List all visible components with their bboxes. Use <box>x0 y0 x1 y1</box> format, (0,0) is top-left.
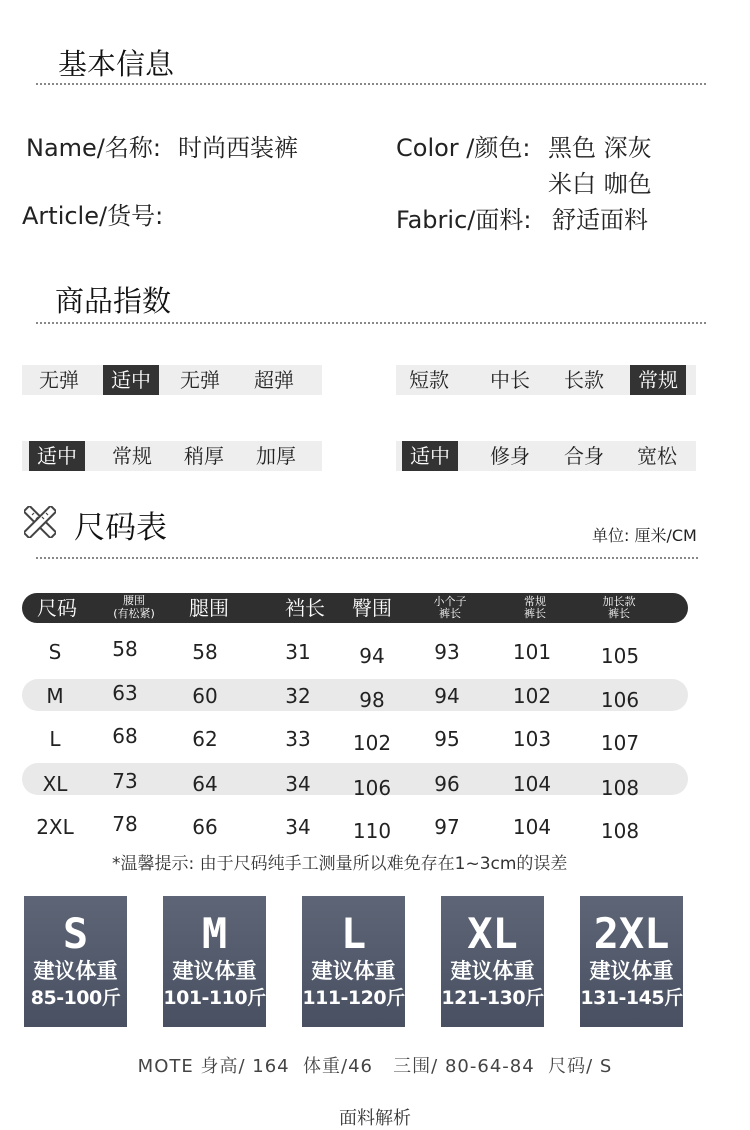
header-size: 尺码 <box>37 596 77 620</box>
header-long-line1: 加长款 <box>602 595 636 608</box>
cell-long-length: 105 <box>600 644 640 668</box>
cell-petite-length: 94 <box>434 684 460 708</box>
weight-card-range: 111-120斤 <box>302 987 405 1009</box>
weight-card-range: 121-130斤 <box>441 987 544 1009</box>
cell-hip: 106 <box>352 776 392 800</box>
weight-card-size: XL <box>467 909 518 958</box>
model-info: MOTE 身高/ 164 体重/46 三围/ 80-64-84 尺码/ S <box>137 1056 613 1077</box>
index-option: 修身 <box>490 444 530 468</box>
cell-leg: 66 <box>192 815 218 839</box>
index-option: 超弹 <box>254 368 294 392</box>
cell-size: XL <box>42 772 68 796</box>
header-petite-line2: 裤长 <box>439 607 461 620</box>
fabric-value: 舒适面料 <box>552 206 648 234</box>
cell-rise: 34 <box>285 815 311 839</box>
color-label: Color /颜色: <box>396 134 531 162</box>
index-option-selected: 适中 <box>402 441 458 471</box>
cell-size: S <box>48 640 62 664</box>
header-long-line2: 裤长 <box>608 607 630 620</box>
cell-petite-length: 97 <box>434 815 460 839</box>
cell-leg: 64 <box>192 772 218 796</box>
color-value-line1: 黑色 深灰 <box>548 134 652 162</box>
weight-card-label: 建议体重 <box>311 959 396 983</box>
size-chart-note: *温馨提示: 由于尺码纯手工测量所以难免存在1~3cm的误差 <box>112 854 568 874</box>
cell-regular-length: 101 <box>512 640 552 664</box>
weight-card-size: S <box>62 909 89 958</box>
size-chart-divider <box>36 557 698 559</box>
weight-card-m <box>163 896 266 1027</box>
cell-regular-length: 104 <box>512 815 552 839</box>
cell-long-length: 106 <box>600 688 640 712</box>
index-option: 稍厚 <box>184 444 224 468</box>
index-option: 无弹 <box>39 368 79 392</box>
size-chart-title: 尺码表 <box>74 510 167 546</box>
cell-rise: 34 <box>285 772 311 796</box>
cell-hip: 110 <box>352 819 392 843</box>
color-value-line2: 米白 咖色 <box>548 170 652 198</box>
weight-card-xl <box>441 896 544 1027</box>
cell-regular-length: 103 <box>512 727 552 751</box>
header-hip: 臀围 <box>352 596 392 620</box>
cell-waist: 63 <box>112 681 138 705</box>
weight-card-range: 131-145斤 <box>580 987 683 1009</box>
cell-hip: 94 <box>359 644 385 668</box>
header-waist-line1: 腰围 <box>123 594 145 607</box>
cell-size: M <box>46 684 64 708</box>
header-waist-line2: (有松紧) <box>113 607 155 620</box>
cell-long-length: 108 <box>600 776 640 800</box>
cell-waist: 73 <box>112 769 138 793</box>
index-option: 加厚 <box>256 444 296 468</box>
weight-card-size: M <box>201 909 228 958</box>
cell-waist: 68 <box>112 724 138 748</box>
header-regular-line1: 常规 <box>524 595 546 608</box>
product-index-divider <box>36 322 706 324</box>
index-bar-elasticity <box>22 365 322 395</box>
cell-size: 2XL <box>36 815 74 839</box>
next-section-title: 面料解析 <box>339 1108 411 1129</box>
name-label: Name/名称: <box>26 134 161 162</box>
index-bar-length <box>396 365 696 395</box>
cell-leg: 60 <box>192 684 218 708</box>
cell-hip: 98 <box>359 688 385 712</box>
cell-regular-length: 104 <box>512 772 552 796</box>
weight-card-label: 建议体重 <box>589 959 674 983</box>
weight-card-size: L <box>340 909 367 958</box>
name-value: 时尚西装裤 <box>178 134 298 162</box>
cell-rise: 31 <box>285 640 311 664</box>
fabric-label: Fabric/面料: <box>396 206 532 234</box>
index-option: 宽松 <box>637 444 677 468</box>
weight-card-s <box>24 896 127 1027</box>
cell-size: L <box>49 727 61 751</box>
index-option: 无弹 <box>180 368 220 392</box>
index-option-selected: 常规 <box>630 365 686 395</box>
size-chart-header <box>22 593 688 623</box>
header-regular-line2: 裤长 <box>524 607 546 620</box>
tape-cross-icon <box>24 506 56 538</box>
cell-leg: 58 <box>192 640 218 664</box>
cell-leg: 62 <box>192 727 218 751</box>
basic-info-title: 基本信息 <box>58 47 175 81</box>
cell-petite-length: 93 <box>434 640 460 664</box>
article-label: Article/货号: <box>22 202 164 230</box>
product-index-title: 商品指数 <box>55 284 172 318</box>
weight-card-range: 85-100斤 <box>30 987 121 1009</box>
index-option: 中长 <box>490 368 530 392</box>
cell-waist: 78 <box>112 812 138 836</box>
cell-long-length: 107 <box>600 731 640 755</box>
cell-petite-length: 95 <box>434 727 460 751</box>
index-option: 常规 <box>112 444 152 468</box>
cell-petite-length: 96 <box>434 772 460 796</box>
weight-card-l <box>302 896 405 1027</box>
weight-card-size: 2XL <box>593 909 670 958</box>
index-bar-thickness <box>22 441 322 471</box>
weight-card-label: 建议体重 <box>33 959 118 983</box>
cell-hip: 102 <box>352 731 392 755</box>
cell-long-length: 108 <box>600 819 640 843</box>
index-option: 短款 <box>409 368 449 392</box>
index-option-selected: 适中 <box>29 441 85 471</box>
index-bar-fit <box>396 441 696 471</box>
cell-rise: 33 <box>285 727 311 751</box>
size-chart-unit: 单位: 厘米/CM <box>592 526 697 545</box>
cell-waist: 58 <box>112 637 138 661</box>
header-leg: 腿围 <box>189 596 229 620</box>
weight-card-2xl <box>580 896 683 1027</box>
weight-card-label: 建议体重 <box>172 959 257 983</box>
index-option-selected: 适中 <box>103 365 159 395</box>
index-option: 合身 <box>564 444 604 468</box>
header-petite-line1: 小个子 <box>433 595 467 608</box>
cell-rise: 32 <box>285 684 311 708</box>
basic-info-divider <box>36 83 706 85</box>
weight-card-range: 101-110斤 <box>163 987 266 1009</box>
weight-card-label: 建议体重 <box>450 959 535 983</box>
header-rise: 裆长 <box>285 596 325 620</box>
cell-regular-length: 102 <box>512 684 552 708</box>
index-option: 长款 <box>564 368 604 392</box>
